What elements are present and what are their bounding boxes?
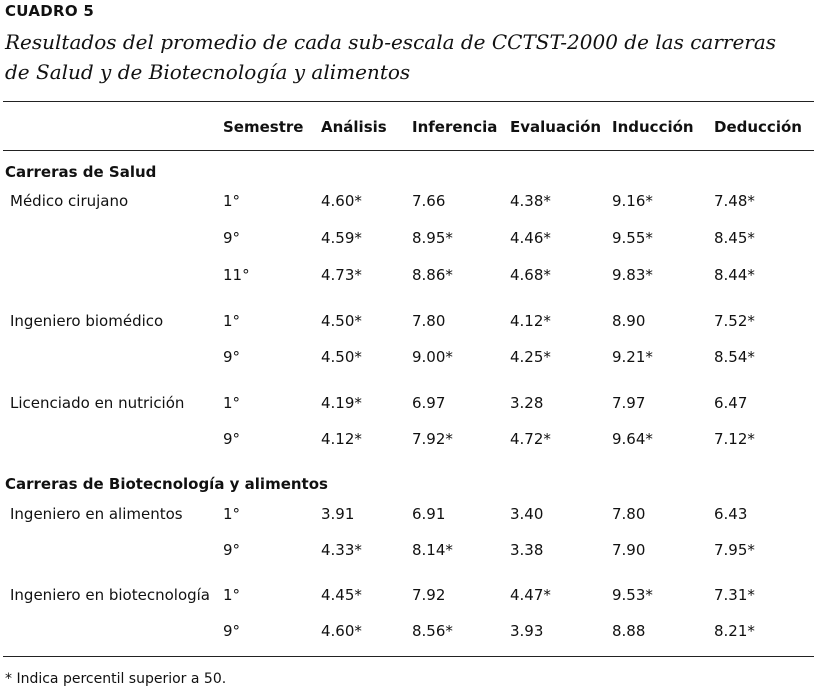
analisis-cell: 4.33* <box>321 541 362 559</box>
semester-cell: 1° <box>223 394 241 412</box>
table-row <box>0 229 817 251</box>
analisis-cell: 4.19* <box>321 394 362 412</box>
inferencia-cell: 6.91 <box>412 505 446 523</box>
semester-cell: 9° <box>223 229 241 247</box>
analisis-cell: 4.50* <box>321 312 362 330</box>
footnote: * Indica percentil superior a 50. <box>5 671 227 687</box>
evaluacion-cell: 4.72* <box>510 430 551 448</box>
header-induccion: Inducción <box>612 118 694 136</box>
inferencia-cell: 8.86* <box>412 266 453 284</box>
induccion-cell: 9.21* <box>612 348 653 366</box>
analisis-cell: 4.59* <box>321 229 362 247</box>
induccion-cell: 8.88 <box>612 622 646 640</box>
header-analisis: Análisis <box>321 118 387 136</box>
inferencia-cell: 9.00* <box>412 348 453 366</box>
semester-cell: 9° <box>223 348 241 366</box>
semester-cell: 9° <box>223 622 241 640</box>
inferencia-cell: 8.95* <box>412 229 453 247</box>
table-row <box>0 622 817 644</box>
analisis-cell: 4.60* <box>321 622 362 640</box>
induccion-cell: 7.80 <box>612 505 646 523</box>
semester-cell: 9° <box>223 430 241 448</box>
semester-cell: 1° <box>223 192 241 210</box>
inferencia-cell: 8.56* <box>412 622 453 640</box>
analisis-cell: 4.12* <box>321 430 362 448</box>
deduccion-cell: 8.44* <box>714 266 755 284</box>
deduccion-cell: 8.45* <box>714 229 755 247</box>
table-row <box>0 541 817 563</box>
induccion-cell: 9.16* <box>612 192 653 210</box>
induccion-cell: 9.53* <box>612 586 653 604</box>
top-rule <box>3 101 814 102</box>
deduccion-cell: 7.31* <box>714 586 755 604</box>
table-label: CUADRO 5 <box>5 2 95 20</box>
header-semestre: Semestre <box>223 118 304 136</box>
analisis-cell: 4.45* <box>321 586 362 604</box>
analisis-cell: 4.60* <box>321 192 362 210</box>
header-inferencia: Inferencia <box>412 118 498 136</box>
deduccion-cell: 8.54* <box>714 348 755 366</box>
analisis-cell: 3.91 <box>321 505 355 523</box>
career-cell: Ingeniero en alimentos <box>10 505 183 523</box>
induccion-cell: 9.64* <box>612 430 653 448</box>
deduccion-cell: 7.48* <box>714 192 755 210</box>
table-row <box>0 394 817 416</box>
inferencia-cell: 7.92 <box>412 586 446 604</box>
induccion-cell: 7.97 <box>612 394 646 412</box>
deduccion-cell: 6.47 <box>714 394 748 412</box>
evaluacion-cell: 4.68* <box>510 266 551 284</box>
section-title-biotecnologia: Carreras de Biotecnología y alimentos <box>5 475 328 493</box>
table-row <box>0 430 817 452</box>
evaluacion-cell: 4.12* <box>510 312 551 330</box>
evaluacion-cell: 3.93 <box>510 622 544 640</box>
induccion-cell: 9.55* <box>612 229 653 247</box>
bottom-rule <box>3 656 814 657</box>
inferencia-cell: 8.14* <box>412 541 453 559</box>
table-row <box>0 586 817 608</box>
deduccion-cell: 7.12* <box>714 430 755 448</box>
evaluacion-cell: 4.47* <box>510 586 551 604</box>
inferencia-cell: 7.92* <box>412 430 453 448</box>
inferencia-cell: 7.80 <box>412 312 446 330</box>
section-title-salud: Carreras de Salud <box>5 163 157 181</box>
career-cell: Licenciado en nutrición <box>10 394 185 412</box>
table-row <box>0 505 817 527</box>
semester-cell: 1° <box>223 312 241 330</box>
analisis-cell: 4.50* <box>321 348 362 366</box>
evaluacion-cell: 3.40 <box>510 505 544 523</box>
inferencia-cell: 7.66 <box>412 192 446 210</box>
inferencia-cell: 6.97 <box>412 394 446 412</box>
semester-cell: 9° <box>223 541 241 559</box>
deduccion-cell: 6.43 <box>714 505 748 523</box>
evaluacion-cell: 4.46* <box>510 229 551 247</box>
semester-cell: 1° <box>223 505 241 523</box>
induccion-cell: 8.90 <box>612 312 646 330</box>
evaluacion-cell: 3.38 <box>510 541 544 559</box>
semester-cell: 1° <box>223 586 241 604</box>
analisis-cell: 4.73* <box>321 266 362 284</box>
career-cell: Médico cirujano <box>10 192 129 210</box>
header-evaluacion: Evaluación <box>510 118 602 136</box>
evaluacion-cell: 3.28 <box>510 394 544 412</box>
header-rule <box>3 150 814 151</box>
deduccion-cell: 7.95* <box>714 541 755 559</box>
semester-cell: 11° <box>223 266 250 284</box>
table-title <box>5 27 805 87</box>
career-cell: Ingeniero biomédico <box>10 312 164 330</box>
table-row <box>0 312 817 334</box>
deduccion-cell: 7.52* <box>714 312 755 330</box>
header-deduccion: Deducción <box>714 118 802 136</box>
evaluacion-cell: 4.38* <box>510 192 551 210</box>
title-line-1: Resultados del promedio de cada sub-escala de CCTST-2000 de las carreras <box>5 30 777 54</box>
table-row <box>0 192 817 214</box>
induccion-cell: 9.83* <box>612 266 653 284</box>
deduccion-cell: 8.21* <box>714 622 755 640</box>
table-row <box>0 266 817 288</box>
table-row <box>0 348 817 370</box>
title-line-2: de Salud y de Biotecnología y alimentos <box>5 60 411 84</box>
career-cell: Ingeniero en biotecnología <box>10 586 211 604</box>
induccion-cell: 7.90 <box>612 541 646 559</box>
evaluacion-cell: 4.25* <box>510 348 551 366</box>
